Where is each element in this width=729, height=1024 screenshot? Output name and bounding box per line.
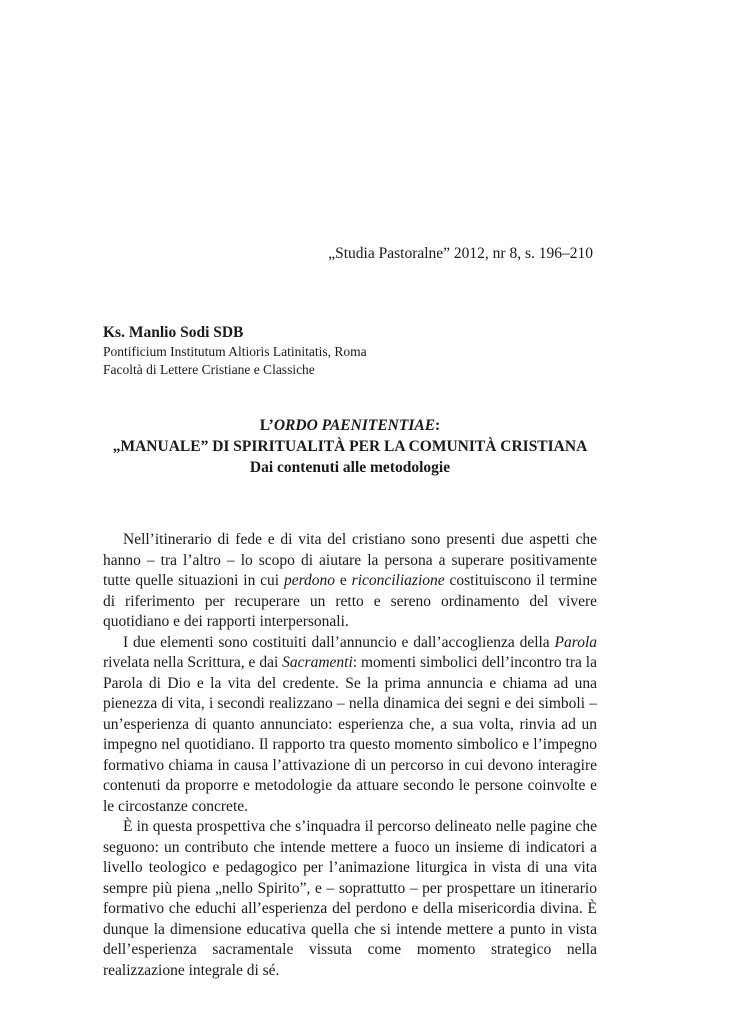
p1-text-a: Nell’itinerario di fede e di vita del cristiano sono presenti due aspetti che hanno – tra l’altro – lo scopo di aiutare la persona a superare positivamente tutte quelle situazioni in cui (103, 531, 597, 589)
p2-italic-parola: Parola (554, 633, 597, 651)
p1-italic-riconciliazione: riconciliazione (351, 572, 445, 589)
paragraph-1 (103, 530, 597, 633)
paragraph-3: È in questa prospettiva che s’inquadra il percorso delineato nelle pagine che seguono: un contributo che intende mettere a fuoco un insieme di indicatori a livello teologico e pedagogico per l’animazione liturgica in vista di una vita sempre più piena „nello Spirito”, e – soprattutto – per prospettare un itinerario formativo che educhi all’esperienza del perdono e della misericordia divina. È dunque la dimensione educativa quella che si intende mettere a punto in vista dell’esperienza sacramentale vissuta come momento strategico nella realizzazione integrale di sé. (103, 818, 597, 979)
title-line-1 (103, 415, 597, 436)
p2-text-c: rivelata nella Scrittura, e dai (103, 654, 283, 671)
author-name: Ks. Manlio Sodi SDB (103, 324, 244, 341)
p1-italic-perdono: perdono (283, 572, 336, 589)
paragraph-2 (103, 633, 597, 818)
p1-text-e: costituiscono il termine di riferimento per recuperare un retto e sereno ordinamento del vivere quotidiano e dei rapporti interpersonali. (103, 572, 597, 630)
title-suffix: : (435, 417, 441, 434)
body-text (103, 530, 597, 981)
p2-italic-sacramenti: Sacramenti (282, 654, 353, 671)
article-title (103, 415, 597, 478)
subtitle: Dai contenuti alle metodologie (249, 459, 451, 476)
p2-text-a: I due elementi sono costituiti dall’annuncio e dall’accoglienza della (123, 633, 555, 651)
title-line-2: „MANUALE” DI SPIRITUALITÀ PER LA COMUNITÀ CRISTIANA (112, 438, 588, 455)
affiliation-line-2: Facoltà di Lettere Cristiane e Classiche (103, 362, 315, 377)
p2-text-e: : momenti simbolici dell’incontro tra la Parola di Dio e la vita del credente. Se la prima annuncia e chiama ad una pienezza di vita, i secondi realizzano – nella dinamica dei segni e dei simboli – un’esperienza di quanto annunciato: esperienza che, a sua volta, rinvia ad un impegno nel quotidiano. Il rapporto tra questo momento simbolico e l’impegno formativo chiama in causa l’attivazione di un percorso in cui devono interagire contenuti da proporre e metodologie da attuare secondo le persone coinvolte e le circostanze concrete. (103, 654, 597, 815)
title-prefix: L’ (259, 417, 274, 434)
journal-citation: „Studia Pastoralne” 2012, nr 8, s. 196–210 (328, 245, 593, 262)
author-block (103, 323, 603, 379)
affiliation-line-1: Pontificium Institutum Altioris Latinitatis, Roma (103, 344, 367, 359)
p1-text-c: e (335, 572, 352, 589)
title-italic: ORDO PAENITENTIAE (273, 417, 436, 434)
